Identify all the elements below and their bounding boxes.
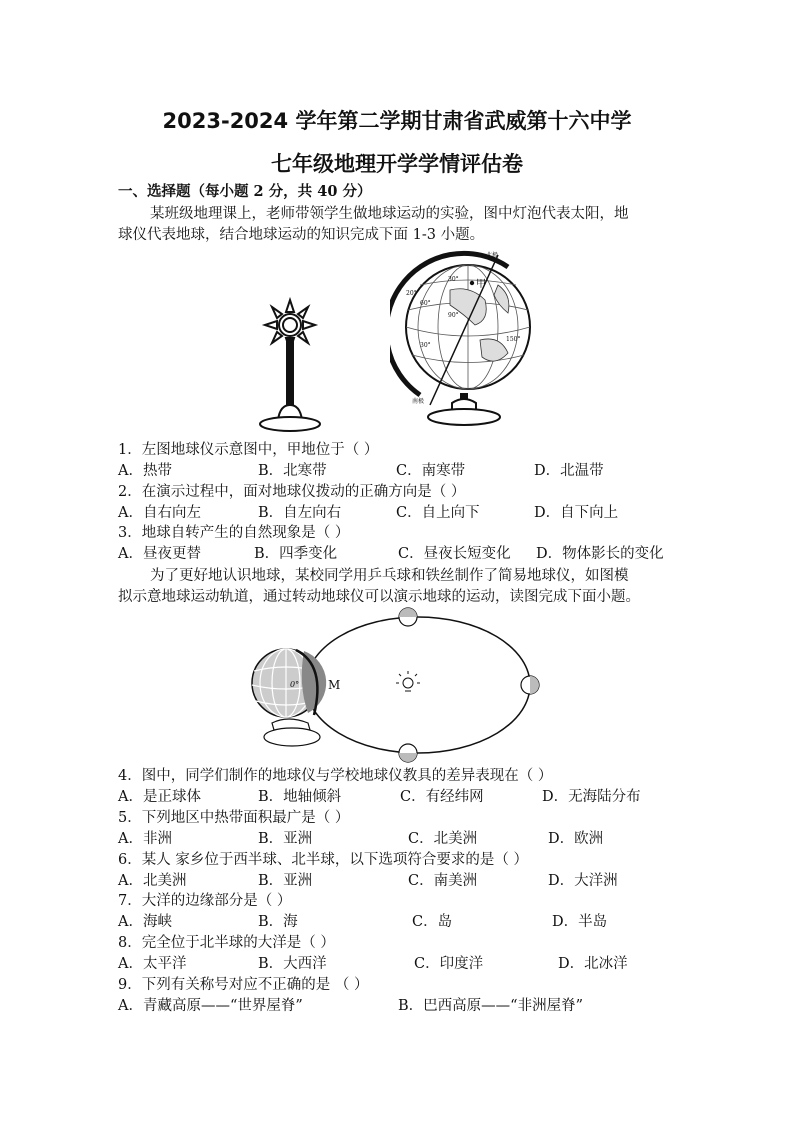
q3-option-a[interactable]: A．昼夜更替 (118, 546, 201, 562)
question-9-stem: 9．下列有关称号对应不正确的是 （ ） (118, 977, 369, 993)
globe-label-south: 南极 (412, 398, 425, 405)
q6-option-c[interactable]: C．南美洲 (408, 873, 478, 889)
question-3-stem: 3．地球自转产生的自然现象是（ ） (118, 525, 350, 541)
globe-label-north: 北极 (486, 252, 499, 259)
passage-2-line-2: 拟示意地球运动轨道，通过转动地球仪可以演示地球的运动，读图完成下面小题。 (118, 589, 640, 605)
bulb-icon (396, 671, 420, 691)
section-heading: 一、选择题（每小题 2 分，共 40 分） (118, 183, 372, 200)
q4-option-a[interactable]: A．是正球体 (118, 789, 201, 805)
question-7-stem: 7．大洋的边缘部分是（ ） (118, 893, 292, 909)
figure-globe (390, 245, 540, 435)
q3-option-c[interactable]: C．昼夜长短变化 (398, 546, 511, 562)
q5-option-c[interactable]: C．北美洲 (408, 831, 478, 847)
q3-option-d[interactable]: D．物体影长的变化 (536, 546, 664, 562)
globe-lat-6: 150° (506, 336, 521, 343)
q5-option-a[interactable]: A．非洲 (118, 831, 172, 847)
q2-option-b[interactable]: B．自左向右 (258, 505, 342, 521)
globe-m-label: M (328, 678, 341, 692)
globe-lat-2: 20° (406, 290, 417, 297)
question-1-stem: 1．左图地球仪示意图中，甲地位于（ ） (118, 442, 379, 458)
question-1-options (118, 461, 698, 481)
q3-option-b[interactable]: B．四季变化 (254, 546, 338, 562)
question-5-options (118, 829, 698, 849)
question-5-stem: 5．下列地区中热带面积最广是（ ） (118, 810, 350, 826)
page-title-line2: 七年级地理开学学情评估卷 (271, 152, 523, 176)
globe-lat-5: 30° (420, 342, 431, 349)
q1-option-a[interactable]: A．热带 (118, 463, 172, 479)
q6-option-d[interactable]: D．大洋洲 (548, 873, 618, 889)
question-4-options (118, 787, 698, 807)
q5-option-b[interactable]: B．亚洲 (258, 831, 313, 847)
q1-option-c[interactable]: C．南寒带 (396, 463, 466, 479)
q2-option-c[interactable]: C．自上向下 (396, 505, 480, 521)
q4-option-c[interactable]: C．有经纬网 (400, 789, 484, 805)
q4-option-b[interactable]: B．地轴倾斜 (258, 789, 342, 805)
q2-option-d[interactable]: D．自下向上 (534, 505, 619, 521)
question-6-stem: 6．某人 家乡位于西半球、北半球，以下选项符合要求的是（ ） (118, 852, 528, 868)
question-8-stem: 8．完全位于北半球的大洋是（ ） (118, 935, 335, 951)
page-title-line1: 2023-2024 学年第二学期甘肃省武威第十六中学 (162, 109, 632, 133)
question-8-options (118, 954, 698, 974)
q1-option-b[interactable]: B．北寒带 (258, 463, 327, 479)
q6-option-b[interactable]: B．亚洲 (258, 873, 313, 889)
globe-label-jia: 甲 (476, 279, 486, 290)
q8-option-b[interactable]: B．大西洋 (258, 956, 327, 972)
globe-lat-4: 90° (448, 312, 459, 319)
figure-orbit (248, 605, 548, 765)
q6-option-a[interactable]: A．北美洲 (118, 873, 187, 889)
q8-option-a[interactable]: A．太平洋 (118, 956, 187, 972)
question-9-options (118, 996, 698, 1016)
question-4-stem: 4．图中，同学们制作的地球仪与学校地球仪教具的差异表现在（ ） (118, 768, 553, 784)
globe-zero-label: 0° (290, 680, 300, 689)
question-7-options (118, 912, 698, 932)
q9-option-a[interactable]: A．青藏高原——“世界屋脊” (118, 998, 303, 1014)
passage-2-line-1: 为了更好地认识地球，某校同学用乒乓球和铁丝制作了简易地球仪，如图模 (150, 568, 629, 584)
q7-option-d[interactable]: D．半岛 (552, 914, 608, 930)
question-6-options (118, 871, 698, 891)
q8-option-d[interactable]: D．北冰洋 (558, 956, 628, 972)
q8-option-c[interactable]: C．印度洋 (414, 956, 484, 972)
figure-sun-lamp (240, 290, 340, 440)
q4-option-d[interactable]: D．无海陆分布 (542, 789, 641, 805)
q1-option-d[interactable]: D．北温带 (534, 463, 604, 479)
q9-option-b[interactable]: B．巴西高原——“非洲屋脊” (398, 998, 583, 1014)
question-2-stem: 2．在演示过程中，面对地球仪拨动的正确方向是（ ） (118, 484, 466, 500)
q5-option-d[interactable]: D．欧洲 (548, 831, 604, 847)
globe-lat-1: 30° (448, 276, 459, 283)
intro-line-2: 球仪代表地球，结合地球运动的知识完成下面 1-3 小题。 (118, 227, 485, 243)
q7-option-a[interactable]: A．海峡 (118, 914, 172, 930)
globe-lat-3: 60° (420, 300, 431, 307)
intro-line-1: 某班级地理课上，老师带领学生做地球运动的实验，图中灯泡代表太阳，地 (150, 206, 629, 222)
question-2-options (118, 503, 698, 523)
q7-option-b[interactable]: B．海 (258, 914, 298, 930)
q7-option-c[interactable]: C．岛 (412, 914, 453, 930)
question-3-options (118, 544, 698, 564)
q2-option-a[interactable]: A．自右向左 (118, 505, 201, 521)
